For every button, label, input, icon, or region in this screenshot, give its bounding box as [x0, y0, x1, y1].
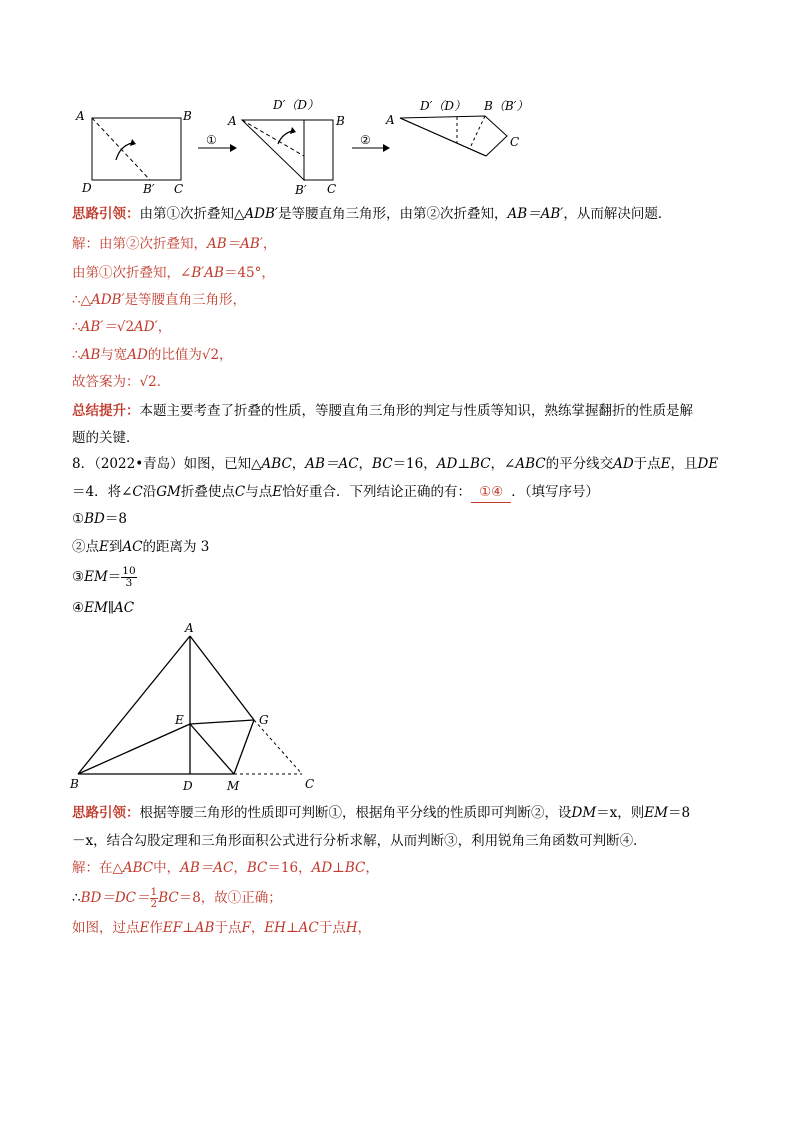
opt2-a: ②点 [72, 539, 99, 555]
sol-2-line-1 [72, 858, 379, 878]
opt1-b: BD [84, 511, 105, 527]
sol-1-l6-b: ． [156, 374, 171, 390]
sol-2-l1-d: ＝16， [267, 860, 312, 876]
hint-2-em: EM [644, 805, 668, 821]
segment-EM [190, 724, 234, 774]
hint-2-eq8: ＝8 [667, 805, 691, 821]
sol-2-l1-b: 中， [153, 860, 181, 876]
sol-2-l1-abc: ABC [122, 860, 154, 876]
option-2 [72, 537, 209, 557]
opt3-eq: ＝ [107, 569, 122, 585]
opt2-b: 到 [108, 539, 123, 555]
label-C-2: C [327, 182, 337, 196]
sol-1-l2-ang: B′AB [191, 265, 224, 281]
label-B-1: B [183, 109, 192, 123]
label-DpD-2: D′（D） [273, 98, 319, 112]
summary-1-line-2 [72, 428, 140, 448]
label-G: G [259, 713, 269, 727]
sol-2-l3-h: H [345, 920, 358, 936]
hint-2-eqx: ＝x，则 [596, 805, 645, 821]
opt2-c: 的距离为 3 [142, 539, 210, 555]
sol-1-l5-sqrt: √2 [201, 347, 220, 363]
sol-1-l5-c: 的比值为 [147, 347, 202, 363]
sol-1-l4-ad: AD′ [134, 319, 158, 335]
p8-adbc: AD⊥BC [436, 456, 491, 472]
sol-2-l3-a: 如图，过点 [72, 920, 140, 936]
p8-bc: BC [372, 456, 393, 472]
sol-1-l4-sqrt: √2 [116, 319, 135, 335]
label-M: M [227, 779, 240, 793]
sol-2-l3-ef: EF⊥AB [162, 920, 215, 936]
hint-1-text-c: ，从而解决问题． [563, 206, 672, 222]
sol-1-l6-sqrt: √2 [139, 374, 157, 390]
label-A-3: A [386, 113, 395, 127]
problem-8-line-1 [72, 454, 718, 474]
hint-1-text-b: 是等腰直角三角形，由第②次折叠知， [277, 206, 508, 222]
opt4-b: EM∥AC [84, 600, 135, 616]
frac-num: 10 [122, 565, 136, 577]
sol-1-l1-eq: AB＝AB′ [207, 236, 263, 252]
sol-1-l2-b: ＝45°， [223, 265, 275, 281]
problem-8-line-2 [72, 482, 599, 503]
fold-arrowhead-2 [290, 127, 296, 134]
label-C: C [305, 777, 315, 791]
rect-abcd [92, 118, 181, 180]
frac-den: 3 [125, 577, 133, 589]
sol-1-l5-ad: AD [127, 347, 148, 363]
opt2-ac: AC [122, 539, 143, 555]
sol-1-line-1 [72, 234, 276, 254]
summary-1-text-1: 本题主要考查了折叠的性质，等腰直角三角形的判定与性质等知识，熟练掌握翻折的性质是解 [139, 403, 693, 419]
option-1 [72, 509, 127, 529]
sol-2-l2-a: ∴ [72, 890, 81, 906]
sol-1-l6-a: 故答案为： [72, 374, 140, 390]
sol-1-l4-a: ∴ [72, 319, 81, 335]
hint-1-text-a: 由第①次折叠知△ [139, 206, 245, 222]
frac-half-den: 2 [150, 898, 158, 910]
p8-c2: ， [358, 456, 373, 472]
p8-l2-a: ＝4．将∠ [72, 484, 133, 500]
p8-l2-d: 与点 [245, 484, 273, 500]
label-Bp-1: B′ [143, 182, 155, 196]
step-1-label: ① [206, 133, 217, 147]
p8-de: DE [697, 456, 719, 472]
hint-1-eq: AB＝AB′ [507, 206, 564, 222]
sol-2-line-2 [72, 887, 282, 910]
sol-1-l4-b: ， [157, 319, 172, 335]
sol-2-l3-d: ， [250, 920, 265, 936]
option-3 [72, 566, 137, 589]
label-Bp-2: B′ [295, 183, 307, 197]
sol-2-l3-e2: 于点 [318, 920, 346, 936]
opt4-a: ④ [72, 600, 85, 616]
segment-GM [234, 720, 254, 774]
sol-1-l3-a: ∴△ [72, 292, 91, 308]
hint-1-tri: ADB′ [244, 206, 278, 222]
label-DpD-3: D′（D） [420, 99, 466, 113]
label-BBp-3: B（B′） [484, 99, 529, 113]
p8-abeq: AB＝AC [305, 456, 359, 472]
hint-1-label: 思路引领： [72, 206, 140, 222]
sol-1-l3-tri: ADB′ [90, 292, 125, 308]
step-2-arrowhead [383, 144, 390, 152]
fold-arrowhead-1 [130, 139, 136, 146]
p8-c5: 的平分线交 [545, 456, 614, 472]
hint-2-l1-a: 根据等腰三角形的性质即可判断①，根据角平分线的性质即可判断②，设 [139, 805, 572, 821]
label-E: E [175, 713, 184, 727]
segment-AG [190, 636, 254, 720]
sol-1-l5-b: 与宽 [100, 347, 128, 363]
sol-2-l3-e: E [139, 920, 150, 936]
fold-dash-line-4 [470, 116, 485, 148]
sol-1-l4-eq: AB′＝ [80, 319, 117, 335]
sol-1-line-6 [72, 372, 170, 392]
frac-half-num: 1 [150, 886, 158, 898]
answer-blank: ①④ [471, 482, 511, 503]
option-4 [72, 598, 134, 618]
p8-c7: ，且 [670, 456, 698, 472]
step-1-arrowhead [230, 144, 237, 152]
triangle-figure [66, 620, 326, 796]
sol-2-l1-e: ， [365, 860, 379, 876]
opt1-a: ① [72, 511, 85, 527]
hint-1 [72, 204, 671, 224]
hint-2-line-2 [72, 831, 647, 851]
segment-EG [190, 720, 254, 724]
label-D-1: D [82, 181, 92, 195]
sol-2-l2-bc: BC [158, 890, 179, 906]
sol-2-l3-b: 作 [149, 920, 163, 936]
sol-2-l1-eq: AB＝AC [180, 860, 234, 876]
sol-1-l2-a: 由第①次折叠知，∠ [72, 265, 192, 281]
folding-figure [70, 96, 550, 200]
sol-2-l3-f: F [241, 920, 251, 936]
hint-2-label: 思路引领： [72, 805, 140, 821]
p8-l1-a: 8．（2022•青岛）如图，已知△ [72, 456, 262, 472]
summary-1-label: 总结提升： [72, 403, 140, 419]
fraction-10-3 [121, 566, 136, 589]
sol-2-l2-b: ＝8，故①正确； [178, 890, 282, 906]
segment-AB [78, 636, 190, 774]
segment-GC [254, 720, 302, 774]
sol-2-l2-eq: BD＝DC＝ [80, 890, 150, 906]
sol-1-l5-ab: AB [80, 347, 101, 363]
hint-2-line-1 [72, 803, 690, 823]
sol-1-l1-b: ， [262, 236, 277, 252]
opt1-c: ＝8 [104, 511, 127, 527]
sol-1-line-4 [72, 317, 171, 337]
p8-abc1: ABC [261, 456, 292, 472]
p8-c1: ， [291, 456, 306, 472]
fold-line-3 [400, 118, 486, 156]
p8-gm: GM [156, 484, 181, 500]
sol-1-l1-a: 解：由第②次折叠知， [72, 236, 207, 252]
label-B-2: B [336, 114, 345, 128]
label-C-3: C [510, 135, 520, 149]
p8-c3: ＝16， [392, 456, 437, 472]
sol-2-l3-f2: ， [357, 920, 372, 936]
summary-1-text-2: 题的关键． [72, 430, 140, 446]
p8-l2-e: 恰好重合．下列结论正确的有： [282, 484, 472, 500]
hint-2-l2: －x，结合勾股定理和三角形面积公式进行分析求解，从而判断③，利用锐角三角函数可判断④． [72, 833, 647, 849]
p8-l2-c: 折叠使点 [180, 484, 235, 500]
p8-l2-f: ．（填写序号） [511, 484, 600, 500]
summary-1-line-1 [72, 401, 693, 421]
label-B: B [70, 777, 79, 791]
opt3-em: EM [84, 569, 108, 585]
sol-1-l5-a: ∴ [72, 347, 81, 363]
p8-ad: AD [613, 456, 634, 472]
folded-shape-2 [400, 116, 507, 156]
sol-2-l1-bc: BC [246, 860, 268, 876]
segment-BE [78, 724, 190, 774]
sol-1-l3-b: 是等腰直角三角形， [124, 292, 247, 308]
sol-1-line-2 [72, 263, 275, 283]
sol-1-line-5 [72, 345, 233, 365]
fraction-1-2 [150, 887, 159, 910]
label-D: D [183, 779, 193, 793]
sol-1-line-3 [72, 290, 246, 310]
hint-2-dm: DM [571, 805, 597, 821]
p8-e2: E [272, 484, 283, 500]
p8-e: E [660, 456, 671, 472]
sol-2-l3-eh: EH⊥AC [264, 920, 319, 936]
label-A-2: A [228, 114, 237, 128]
folded-shape-1 [242, 120, 304, 180]
p8-c6: 于点 [633, 456, 661, 472]
p8-l2-b: 沿 [142, 484, 157, 500]
sol-1-l5-d: ， [219, 347, 233, 363]
label-C-1: C [174, 182, 184, 196]
p8-c: C [132, 484, 143, 500]
sol-2-l1-a: 解：在△ [72, 860, 123, 876]
sol-2-l1-ad: AD⊥BC [311, 860, 366, 876]
sol-2-l1-c: ， [233, 860, 247, 876]
sol-2-line-3 [72, 918, 371, 938]
opt2-e: E [99, 539, 109, 555]
folded-shape-1b [304, 120, 333, 180]
p8-c2l: C [234, 484, 246, 500]
label-A: A [185, 621, 194, 635]
label-A-1: A [76, 109, 85, 123]
opt3-a: ③ [72, 569, 85, 585]
sol-2-l3-c: 于点 [214, 920, 242, 936]
p8-abc2: ABC [515, 456, 546, 472]
p8-c4: ，∠ [490, 456, 516, 472]
step-2-label: ② [360, 133, 371, 147]
